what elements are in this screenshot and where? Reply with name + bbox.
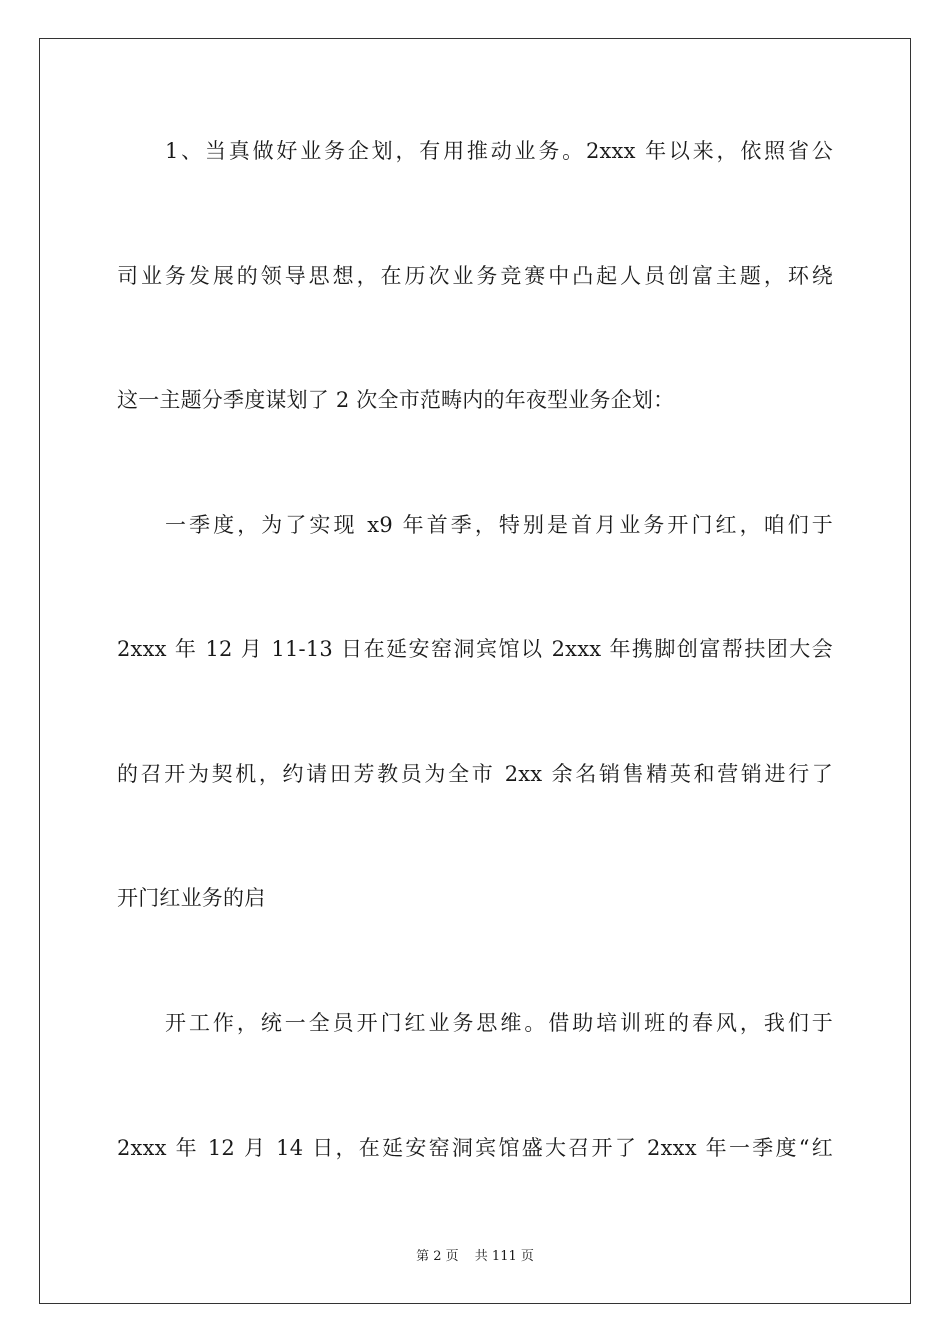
paragraph-line: 开工作，统一全员开门红业务思维。借助培训班的春风，我们于 xyxy=(165,1011,833,1035)
page-footer xyxy=(0,1248,950,1266)
paragraph-line: 开门红业务的启 xyxy=(117,886,266,910)
paragraph-line: 2xxx 年 12 月 11-13 日在延安窑洞宾馆以 2xxx 年携脚创富帮扶团大会 xyxy=(117,637,833,661)
paragraph-line: 这一主题分季度谋划了 2 次全市范畴内的年夜型业务企划： xyxy=(117,388,675,412)
page-total: 共 111 页 xyxy=(474,1249,534,1264)
paragraph-line: 司业务发展的领导思想，在历次业务竞赛中凸起人员创富主题，环绕 xyxy=(117,264,833,288)
paragraph-line: 2xxx 年 12 月 14 日，在延安窑洞宾馆盛大召开了 2xxx 年一季度“红 xyxy=(117,1136,833,1160)
page-border xyxy=(39,38,911,1304)
page-number: 第 2 页 xyxy=(416,1249,459,1264)
paragraph-line: 1、当真做好业务企划，有用推动业务。2xxx 年以来，依照省公 xyxy=(165,139,833,163)
paragraph-line: 的召开为契机，约请田芳教员为全市 2xx 余名销售精英和营销进行了 xyxy=(117,762,833,786)
paragraph-line: 一季度，为了实现 x9 年首季，特别是首月业务开门红，咱们于 xyxy=(165,513,833,537)
